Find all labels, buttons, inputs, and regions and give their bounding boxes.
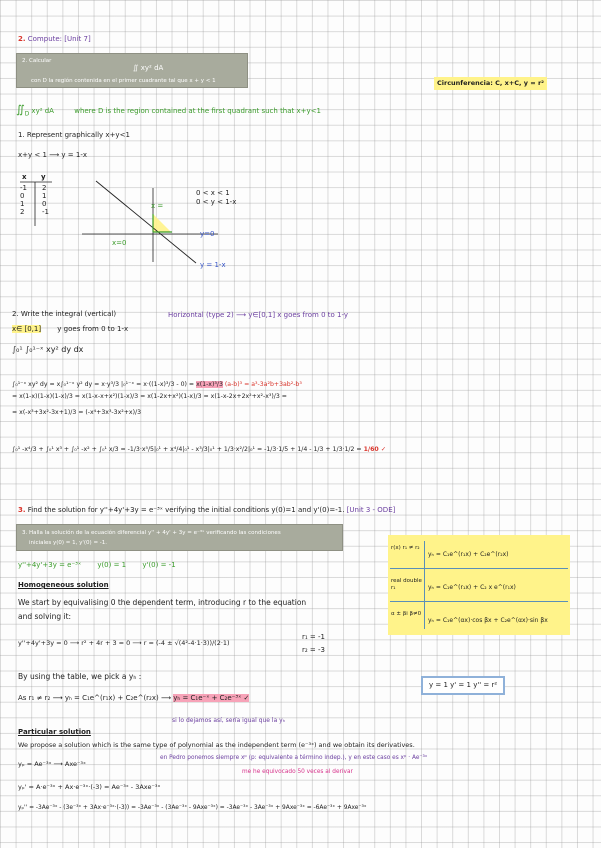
calc-3: ∫₀¹ -x⁴/3 + ∫₀¹ x³ + ∫₀¹ -x² + ∫₀¹ x/3 = -1/3·x⁵/5|₀¹ + x⁴/4|₀¹ - x³/3|₀¹ + 1/3·x²/2|₀¹ = -1/3·1/5 + 1/4 - 1/3 + 1/3·1/2 = [12, 446, 362, 453]
table-cell-x: 2 [20, 208, 25, 216]
section2-number: 3. [18, 506, 26, 514]
graph-label-x-top: x = [151, 202, 164, 210]
sticky-row-formula: yₕ = C₁e^(r₁x) + C₂e^(r₂x) [428, 551, 509, 558]
table-cell-y: -1 [42, 208, 49, 216]
table-header-x: x [22, 173, 27, 181]
section1-title: Compute: [27, 35, 63, 43]
section1-unit-tag: [Unit 7] [64, 35, 91, 43]
calculation-line-2: = x(-x³+3x²-3x+1)/3 = (-x⁴+3x³-3x²+x)/3 [12, 409, 142, 416]
derivative-substitution-box: y = 1 y' = 1 y'' = r² [421, 676, 505, 695]
yh-result: yₕ = C₁e⁻ˣ + C₂e⁻³ˣ ✓ [173, 694, 250, 702]
graph-label-line: y = 1-x [200, 261, 226, 269]
integral-description: where D is the region contained at the first quadrant such that x+y<1 [74, 107, 321, 115]
yp-line: yₚ = Ae⁻³ˣ ⟶ Axe⁻³ˣ [18, 760, 86, 768]
yh-line [18, 694, 249, 703]
characteristic-equation: y''+4y'+3y = 0 ⟶ r² + 4r + 3 = 0 ⟶ r = (-4 ± √(4²-4·1·3))/(2·1) [18, 639, 230, 647]
table-cell-x: -1 [20, 184, 27, 192]
particular-title: Particular solution [18, 728, 91, 736]
table-cell-y: 0 [42, 200, 47, 208]
line-y-1-minus-x [96, 181, 196, 263]
sticky-row-formula: yₕ = C₁e^(αx)·cos βx + C₂e^(αx)·sin βx [428, 617, 548, 624]
homogeneous-text-2: and solving it: [18, 612, 72, 621]
solution-table-sticky [388, 535, 570, 635]
sticky-row-label: real double r₁ [391, 578, 422, 591]
yp-note-1: en Pedro ponemos siempre xᵖ (p: equivalente a término indep.), y en este caso es xᵖ · Ae⁻³ˣ [160, 755, 428, 761]
integral-setup: ∫₀¹ ∫₀¹⁻ˣ xy² dy dx [12, 345, 84, 354]
integral-domain: D [24, 111, 30, 118]
graph-condition-x: 0 < x < 1 [196, 189, 230, 197]
table-pick-text: By using the table, we pick a yₕ : [18, 672, 142, 681]
yp2-line: yₚ'' = -3Ae⁻³ˣ - (3e⁻³ˣ + 3Ax·e⁻³ˣ·(-3)) = -3Ae⁻³ˣ - (3Ae⁻³ˣ - 9Axe⁻³ˣ) = -3Ae⁻³ˣ - 3Ae⁻³ˣ + 9Axe⁻³ˣ = -6Ae⁻³ˣ + 9Axe⁻³ˣ [18, 805, 367, 811]
section2-heading [18, 506, 395, 515]
yp1-line: yₚ' = A·e⁻³ˣ + Ax·e⁻³ˣ·(-3) = Ae⁻³ˣ - 3Axe⁻³ˣ [18, 783, 161, 791]
table-header-y: y [41, 173, 46, 181]
step2-title: 2. Write the integral (vertical) [12, 310, 117, 318]
yh-derivation: As r₁ ≠ r₂ ⟶ yₕ = C₁e^(r₁x) + C₂e^(r₂x) ⟶ [18, 694, 172, 702]
banner-integral: ∬ xy² dA [133, 64, 164, 72]
step2-ranges [12, 325, 128, 334]
step2-range-y: y goes from 0 to 1-x [57, 325, 129, 333]
graph-condition-y: 0 < y < 1-x [196, 198, 237, 206]
banner2-line2: iniciales y(0) = 1, y'(0) = -1. [29, 540, 108, 546]
circle-note: Circunferencia: C, x+C, y = r² [434, 77, 547, 90]
yh-note: si lo dejamos así, sería igual que la yₕ [172, 717, 286, 724]
graph-label-x0: x=0 [112, 239, 127, 247]
homogeneous-text-1: We start by equivalising 0 the dependent term, introducing r to the equation [18, 598, 307, 607]
banner-text: con D la región contenida en el primer cuadrante tal que x + y < 1 [31, 78, 216, 84]
root-1: r₁ = -1 [302, 633, 325, 641]
calculation-line-3 [12, 445, 386, 454]
given-equation: y''+4y'+3y = e⁻³ˣ [18, 561, 82, 569]
root-2: r₂ = -3 [302, 646, 325, 654]
step1-title: 1. Represent graphically x+y<1 [18, 131, 130, 139]
calculation-line-1d: = x(1-x)(1-x)(1-x)/3 = x(1-x-x+x²)(1-x)/3 = x(1-2x+x²)(1-x)/3 = x(1-x-2x+2x²+x²-x³)/3 = [12, 393, 287, 400]
sticky-row-formula: yₕ = C₁e^(r₁x) + C₂ x e^(r₁x) [428, 584, 516, 591]
step2-range-x: x∈ [0,1] [12, 325, 42, 333]
table-cell-x: 0 [20, 192, 25, 200]
section1-number: 2. [18, 35, 26, 43]
sticky-row-label: α ± βi β≠0 [391, 611, 422, 617]
section2-unit-tag: [Unit 3 - ODE] [346, 506, 396, 514]
particular-text: We propose a solution which is the same type of polynomial as the independent term (e⁻³ˣ) and we obtain its derivatives. [18, 741, 415, 749]
table-cell-y: 1 [42, 192, 47, 200]
banner-title: 2. Calcular [22, 58, 52, 64]
table-cell-y: 2 [42, 184, 47, 192]
step1-equation: x+y < 1 ⟶ y = 1-x [18, 151, 87, 159]
sticky-row-label: r(x) r₁ ≠ r₂ [391, 545, 420, 551]
table-cell-x: 1 [20, 200, 25, 208]
section2-title: Find the solution for y''+4y'+3y = e⁻³ˣ verifying the initial conditions y(0)=1 and y'(0)=-1. [27, 506, 345, 514]
initial-condition-1: y(0) = 1 [97, 561, 127, 569]
integral-expression: xy² dA [31, 107, 54, 115]
graph-label-y0: y=0 [200, 230, 215, 238]
final-result: 1/60 ✓ [363, 446, 387, 453]
horizontal-note: Horizontal (type 2) ⟶ y∈[0,1] x goes from 0 to 1-y [168, 311, 349, 319]
double-integral-sign: ∬ [16, 103, 25, 116]
exercise-banner-2 [16, 524, 343, 551]
initial-condition-2: y'(0) = -1 [142, 561, 176, 569]
homogeneous-title: Homogeneous solution [18, 581, 109, 589]
calc-1c: (a-b)³ = a³-3a²b+3ab²-b³ [224, 381, 302, 388]
shaded-region [153, 214, 171, 232]
given-equation-line [18, 561, 176, 570]
calc-1a: ∫₀¹⁻ˣ xy² dy = x∫₀¹⁻ˣ y² dy = x·y³/3 |₀¹⁻ˣ = x·((1-x)³/3 - 0) = [12, 381, 195, 388]
banner2-line1: 3. Halla la solución de la ecuación diferencial y'' + 4y' + 3y = e⁻³ˣ verificando las condiciones [22, 530, 281, 536]
yp-note-2: me he equivocado 50 veces al derivar [242, 769, 353, 775]
calc-1b: x(1-x)³/3 [196, 381, 223, 388]
calculation-line-1 [12, 380, 302, 389]
